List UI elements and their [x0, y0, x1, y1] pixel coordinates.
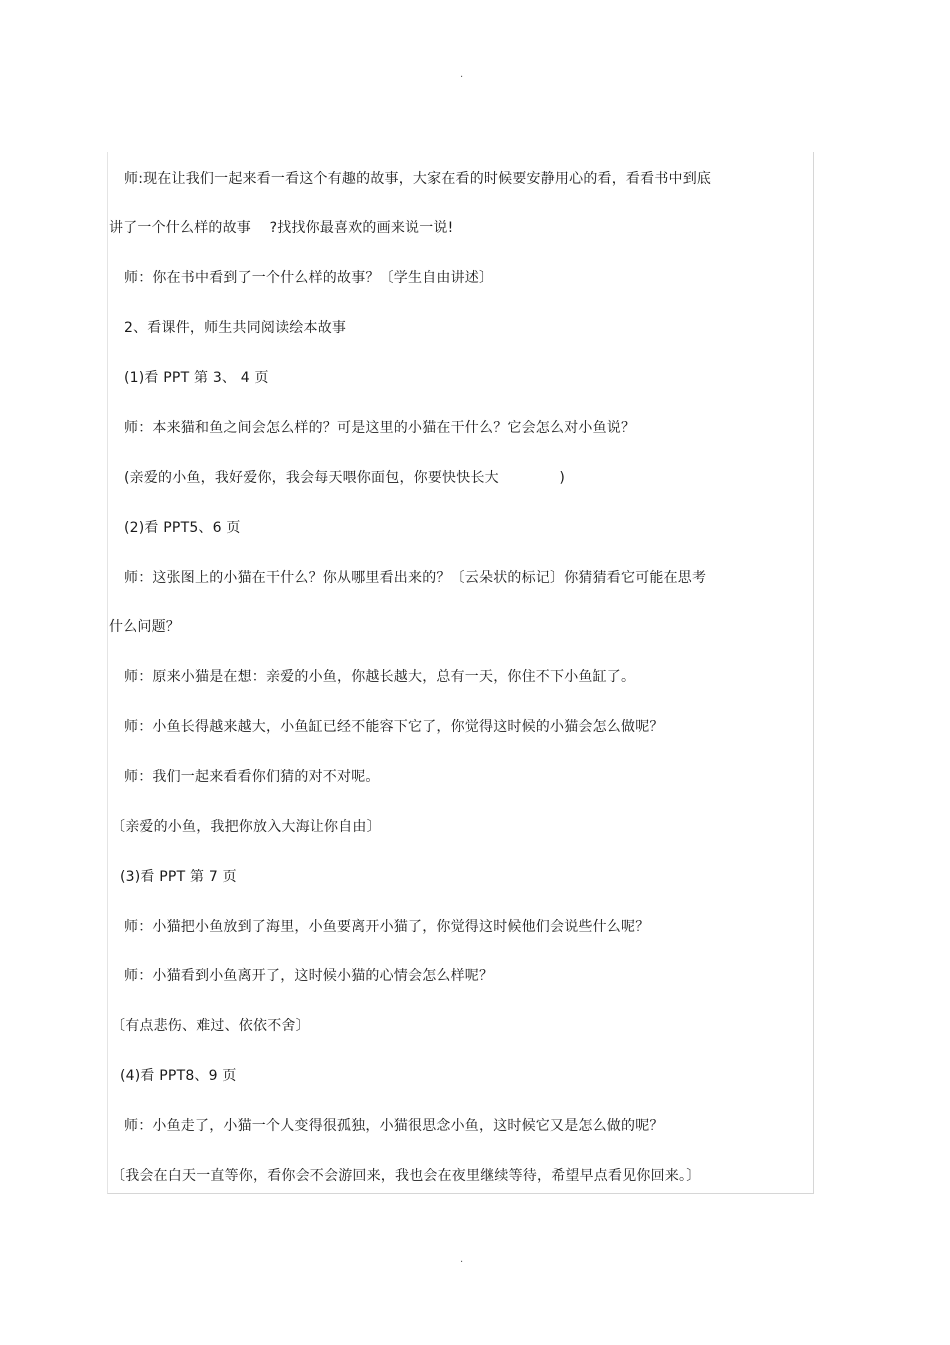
paragraph-line: 师：小猫看到小鱼离开了，这时候小猫的心情会怎么样呢？	[124, 968, 494, 984]
paragraph-line: 师：小鱼长得越来越大，小鱼缸已经不能容下它了，你觉得这时候的小猫会怎么做呢？	[124, 719, 664, 735]
paragraph-line: 〔亲爱的小鱼，我把你放入大海让你自由〕	[111, 819, 381, 835]
section-heading: 2、看课件，师生共同阅读绘本故事	[124, 320, 347, 336]
subsection-heading: (4)看 PPT8、9 页	[120, 1068, 237, 1084]
subsection-heading: (1)看 PPT 第 3、 4 页	[124, 370, 269, 386]
subsection-heading: (2)看 PPT5、6 页	[124, 520, 241, 536]
paragraph-line: 师：你在书中看到了一个什么样的故事？〔学生自由讲述〕	[124, 270, 494, 286]
page-top-marker: .	[460, 69, 464, 80]
paragraph-line: 〔我会在白天一直等你，看你会不会游回来，我也会在夜里继续等待，希望早点看见你回来。〕	[111, 1168, 701, 1184]
paragraph-line: 师：小猫把小鱼放到了海里，小鱼要离开小猫了，你觉得这时候他们会说些什么呢？	[124, 919, 650, 935]
paragraph-line: 师：小鱼走了，小猫一个人变得很孤独，小猫很思念小鱼，这时候它又是怎么做的呢？	[124, 1118, 664, 1134]
paragraph-line: 师：这张图上的小猫在干什么？你从哪里看出来的？〔云朵状的标记〕你猜猜看它可能在思考	[124, 570, 707, 586]
paragraph-line: 讲了一个什么样的故事 ?找找你最喜欢的画来说一说!	[109, 220, 454, 236]
paragraph-line: 师：原来小猫是在想：亲爱的小鱼，你越长越大，总有一天，你住不下小鱼缸了。	[124, 669, 636, 685]
paragraph-line: 〔有点悲伤、难过、依依不舍〕	[111, 1018, 310, 1034]
paragraph-line: 师:现在让我们一起来看一看这个有趣的故事，大家在看的时候要安静用心的看，看看书中到底	[124, 171, 712, 187]
paragraph-line: 师：本来猫和鱼之间会怎么样的？可是这里的小猫在干什么？它会怎么对小鱼说？	[124, 420, 636, 436]
paragraph-line: 什么问题？	[109, 619, 180, 635]
paragraph-line: (亲爱的小鱼，我好爱你，我会每天喂你面包，你要快快长大 )	[124, 470, 565, 486]
subsection-heading: (3)看 PPT 第 7 页	[120, 869, 237, 885]
page-bottom-marker: .	[460, 1254, 464, 1265]
paragraph-line: 师：我们一起来看看你们猜的对不对呢。	[124, 769, 380, 785]
